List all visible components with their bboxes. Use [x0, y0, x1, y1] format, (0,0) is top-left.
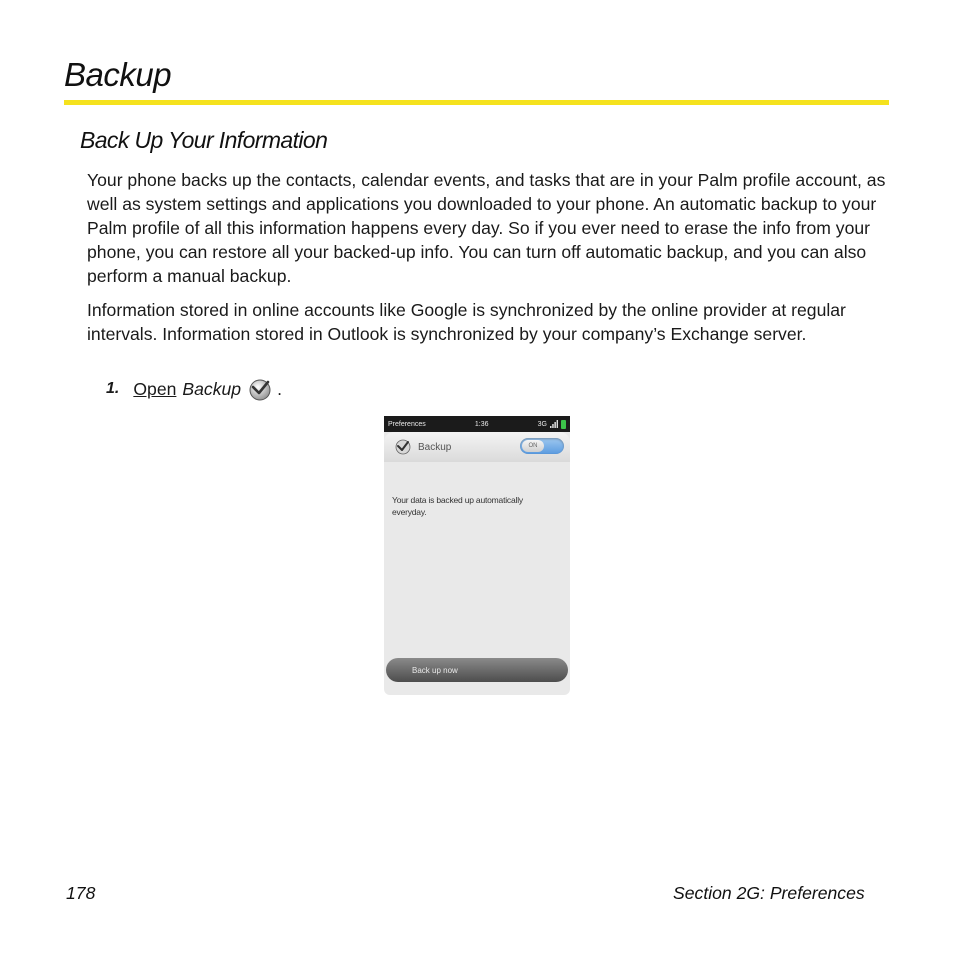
status-bar [384, 416, 570, 432]
open-link[interactable]: Open [133, 379, 177, 399]
status-app-name: Preferences [388, 420, 426, 428]
page-number: 178 [66, 883, 96, 903]
status-time: 1:36 [474, 420, 489, 428]
paragraph-1: Your phone backs up the contacts, calendar events, and tasks that are in your Palm profile account, as well as system settings and applications you downloaded to your phone. An automatic backup to your Palm profile of all this information happens every day. So if you ever need to erase the info from your phone, you can restore all your backed-up info. You can turn off automatic backup, and you can also perform a manual backup. [87, 170, 886, 286]
section-label: Section 2G: Preferences [673, 883, 865, 903]
backup-icon [394, 438, 412, 456]
signal-label: 3G [537, 420, 547, 428]
signal-bars-icon [550, 420, 558, 428]
step-number: 1. [106, 380, 120, 397]
paragraph-2: Information stored in online accounts like Google is synchronized by the online provider at regular intervals. Information stored in Outlook is synchronized by your company’s Exchange server. [87, 300, 846, 344]
back-up-now-button[interactable]: Back up now [386, 658, 568, 682]
app-header [384, 432, 570, 462]
title-rule [64, 100, 889, 105]
backup-message: Your data is backed up automatically everyday. [392, 495, 523, 517]
toggle-knob: ON [522, 440, 544, 452]
step-1 [106, 376, 282, 402]
step-period: . [277, 379, 282, 399]
backup-toggle[interactable] [520, 438, 564, 454]
step-app-name: Backup [182, 379, 242, 399]
phone-screenshot [384, 416, 570, 695]
section-subtitle: Back Up Your Information [80, 127, 328, 153]
status-indicators [538, 420, 566, 429]
app-header-title: Backup [418, 441, 452, 453]
page-title: Backup [64, 56, 172, 93]
backup-app-icon [247, 376, 273, 402]
battery-icon [561, 420, 566, 429]
